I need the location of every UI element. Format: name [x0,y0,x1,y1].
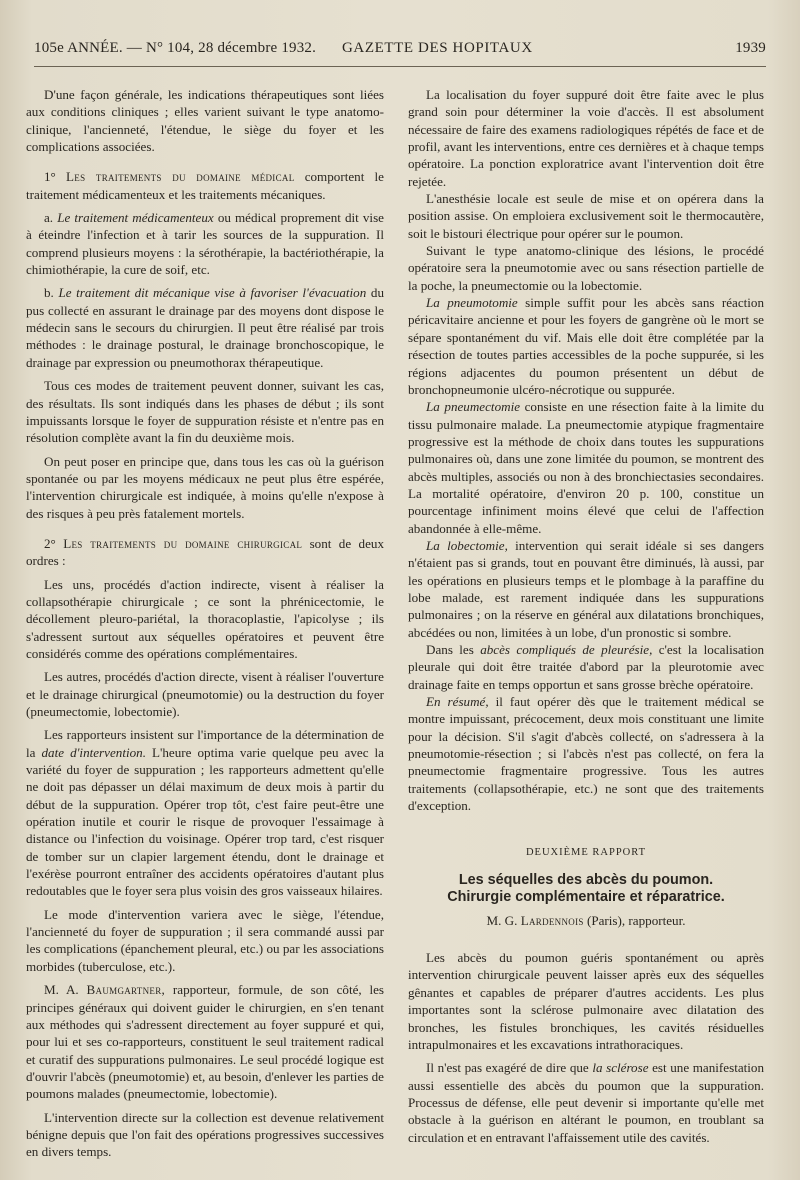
paragraph [408,294,764,398]
paragraph-text: Il n'est pas exagéré de dire que [426,1060,589,1076]
section-number: 2° [44,535,56,551]
item-label: a. [44,210,54,226]
section-number: 1° [44,169,56,185]
paragraph-text: il faut opérer dès que le traitement médical se montre impuissant, précocement, deux mois constituant une limite pour la décision. S'il s'agit d'abcès collecté, on s'adressera à la pneumotomie-résection ; si l'abcès n'est pas collecté, on fera la pneumectomie fragmentaire progressive. Tous les autres traitements (collapsothérapie, etc.) ne sont que des traitements d'exception. [408,694,764,814]
paragraph: L'anesthésie locale est seule de mise et on opérera dans la position assise. On emploiera exclusivement soit le thermocautère, soit le bistouri électrique pour opérer sur le poumon. [408,191,764,241]
paragraph [408,537,764,641]
italic-term: En résumé, [426,694,489,710]
italic-term: Le traitement médicamenteux [57,210,214,226]
paragraph-text: Les rapporteurs insistent sur l'importance de la détermination de la [26,727,384,760]
italic-term: Le traitement dit mécanique vise à favoriser l'évacuation [58,285,367,301]
paragraph-text: L'heure optima varie quelque peu avec la variété du foyer de suppuration ; les rapporteurs admettent qu'elle ne doit pas dépasser un délai maximum de deux mois à partir du début de la suppuration. Opérer trop tôt, c'est faire peut-être une opération inutile et courir le risque de provoquer l'essaimage à distance ou l'infection du voisinage. Opérer trop tard, c'est risquer de tomber sur un clapier largement étendu, dont le drainage et l'exérèse pourront entraîner des accidents opératoires d'autant plus redoutables que le foyer sera plus voisin des gros vaisseaux hilaires. [26,744,384,899]
report-title [408,872,764,906]
paragraph-text: intervention qui serait idéale si ses dangers n'étaient pas si grands, tout en pouvant être diminués, là aussi, par les opérations en plusieurs temps et le plombage à la paraffine du lobe malade, est rarement indiquée dans les suppurations pulmonaires ; on la réserve en général aux dilatations bronchiques, abcédées ou non, limitées à un lobe, d'un pronostic si sombre. [408,537,764,640]
paragraph: Les uns, procédés d'action indirecte, visent à réaliser la collapsothérapie chirurgicale ; ce sont la phrénicectomie, le décollement pleuro-pariétal, la thoracoplastie, l'apicolyse ; ils s'adressent surtout aux séquelles opératoires et peuvent être considérés comme des opérations complémentaires. [26,576,384,661]
paragraph [408,641,764,693]
paragraph: La localisation du foyer suppuré doit être faite avec le plus grand soin pour déterminer la voie d'accès. Il est absolument nécessaire de faire des examens radiologiques répétés de face et de profil, avant les interventions, entre ces dernières et à chaque temps opératoire. La ponction exploratrice avant l'intervention doit être rejetée. [408,87,764,189]
paragraph: Le mode d'intervention variera avec le siège, l'étendue, l'ancienneté du foyer de suppuration ; il sera commandé aussi par les complications (épanchement pleural, etc.) ou par les associations morbides (tuberculose, etc.). [26,906,384,974]
italic-term: date d'intervention. [41,744,146,760]
issue-info: 105e ANNÉE. — N° 104, 28 décembre 1932. [34,40,317,56]
report-title-line: Chirurgie complémentaire et réparatrice. [447,888,725,905]
paragraph: On peut poser en principe que, dans tous les cas où la guérison spontanée ou par les moyens médicaux ne peut plus être espérée, l'intervention chirurgicale est indiquée, à moins qu'elle n'expose à des risques à peu près fatalement mortels. [26,453,384,521]
right-column [408,86,764,1146]
section-medical [26,168,384,203]
page-number: 1939 [735,40,766,56]
paragraph: L'intervention directe sur la collection est devenue relativement bénigne depuis que l'on fait des opérations progressives successives en divers temps. [26,1109,384,1160]
left-column [26,86,384,1161]
paragraph-text: simple suffit pour les abcès sans réaction péricavitaire ancienne et pour les foyers de gangrène où le mort se sépare spontanément du vif. Mais elle doit être complétée par la résection de toutes parties accessibles de la poche suppurée, si les régions adjacentes du poumon présentent un début de bronchopneumonie ulcéro-nécrotique ou suppurée. [408,295,764,397]
author-text: (Paris), rapporteur. [586,912,686,928]
paragraph [26,726,384,899]
italic-term: La pneumectomie [426,399,521,415]
paragraph [26,981,384,1102]
paragraph-text: M. A. [44,982,79,998]
italic-term: La pneumotomie [426,295,518,311]
paragraph: D'une façon générale, les indications thérapeutiques sont liées aux conditions cliniques ; elles varient suivant le type anatomo-clinique, l'ancienneté, l'étendue, le siège du foyer et les complications associées. [26,87,384,155]
header-rule [34,66,766,67]
item-label: b. [44,285,54,301]
paragraph [26,284,384,371]
section-text: comportent le traitement médicamenteux et les traitements mécaniques. [26,169,384,202]
italic-term: La lobectomie, [426,537,508,553]
running-header [34,40,766,62]
paragraph-text: ou médical proprement dit vise à éteindre l'infection et à tarir les sources de la suppuration. Il comprend plusieurs moyens : la sérothérapie, la bactériothérapie, la chimiothérapie, la cure de soif, etc. [26,210,384,278]
paragraph [26,209,384,278]
section-surgical [26,535,384,570]
italic-term: abcès compliqués de pleurésie, [480,642,653,657]
paragraph: Les abcès du poumon guéris spontanément ou après intervention chirurgicale peuvent laisser après eux des séquelles gênantes et capables de préparer d'autres accidents. Les plus importantes sont la sclérose pulmonaire avec dilatation des bronches, les fistules bronchiques, les cavités résiduelles intrapulmonaires et les excavations intrathoraciques. [408,950,764,1052]
paragraph-text: consiste en une résection faite à la limite du tissu pulmonaire malade. La pneumectomie atypique fragmentaire progressive est la méthode de choix dans toutes les suppurations pulmonaires où, dans une zone limitée du poumon, se montrent des abcès multiples, associés ou non à des bronchiectasies secondaires. La mortalité opératoire, d'environ 20 p. 100, constitue un pourcentage infiniment moins élevé que celui de l'affection abandonnée à elle-même. [408,399,765,536]
paragraph: Les autres, procédés d'action directe, visent à réaliser l'ouverture et le drainage chirurgical (pneumotomie) ou la destruction du foyer (pneumectomie, lobectomie). [26,669,384,719]
report-author [408,912,764,929]
paragraph-text: Dans les [426,642,474,657]
paragraph: Suivant le type anatomo-clinique des lésions, le procédé opératoire sera la pneumotomie avec ou sans résection partielle de la poche, la pneumectomie ou la lobectomie. [408,243,764,293]
report-title-line: Les séquelles des abcès du poumon. [458,871,714,888]
paragraph-text: c'est la localisation pleurale qui doit être traitée d'abord par la pleurotomie avec drainage faite en temps opportun et sans grosse brèche opératoire. [408,642,765,692]
section-text: sont de deux ordres : [26,535,385,569]
italic-term: la sclérose [592,1060,649,1076]
author-name: Baumgartner, [86,982,166,998]
journal-title: GAZETTE DES HOPITAUX [342,40,533,56]
paragraph-text: est une manifestation aussi essentielle des abcès du poumon que la suppuration. Processus de défense, elle peut devenir si importante qu'elle met obstacle à la guérison en altérant le poumon, en troublant sa circulation et en entravant l'affaissement utile des cavités. [408,1060,765,1145]
author-text: M. G. [486,912,518,928]
section-heading: Les traitements du domaine chirurgical [63,535,303,551]
paragraph: Tous ces modes de traitement peuvent donner, suivant les cas, des résultats. Ils sont indiqués dans les phases de début ; ils sont impuissants lorsque le foyer de suppuration résiste et n'entre pas en résolution complète avant la fin du deuxième mois. [26,378,384,446]
paragraph [408,1059,764,1146]
paragraph-text: rapporteur, formule, de son côté, les principes généraux qui doivent guider le chirurgien, en s'en tenant aux méthodes qui s'adressent directement au foyer suppuré et qui, pour lui et ses co-rapporteurs, constituent le seul traitement radical et curatif des suppurations pulmonaires. Le seul procédé logique est d'ouvrir l'abcès (pneumotomie) et, au besoin, d'enlever les parties de poumons malades (pneumectomie, lobectomie). [26,982,385,1102]
report-label: DEUXIÈME RAPPORT [525,847,647,859]
paragraph-text: du pus collecté en assurant le drainage par des moyens dont dispose le médecin sans le secours du chirurgien. Il peut être réalisé par trois méthodes : le drainage postural, le drainage bronchoscopique, le drainage par expression ou pneumothorax thérapeutique. [26,285,384,370]
section-heading: Les traitements du domaine médical [66,169,295,185]
paragraph [408,693,764,814]
author-name: Lardennois [520,912,584,928]
paragraph [408,398,764,537]
